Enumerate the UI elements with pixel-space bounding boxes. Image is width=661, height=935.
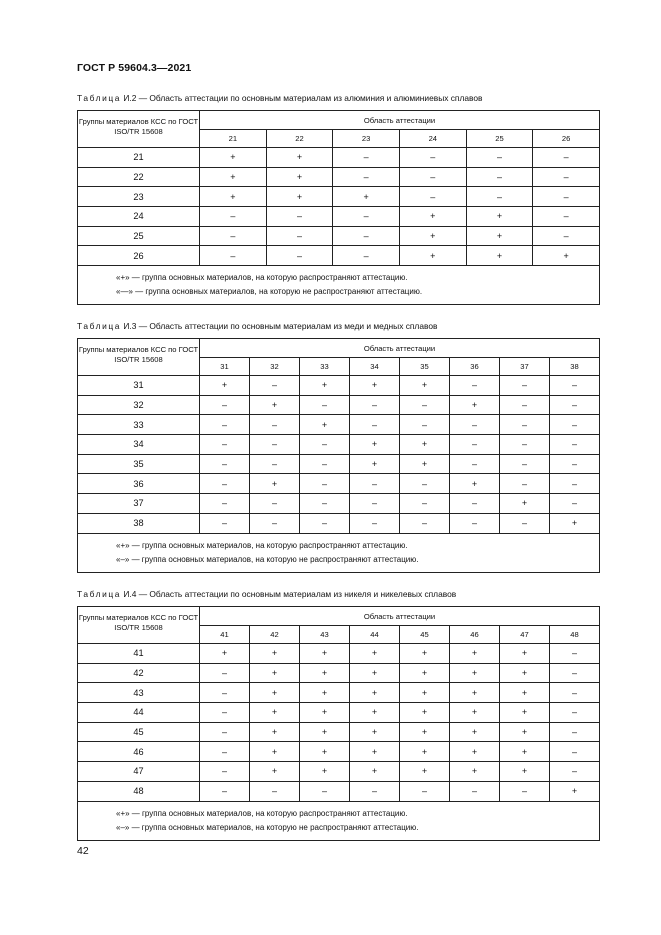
row-label: 32 — [78, 395, 200, 415]
table-cell: – — [200, 226, 267, 246]
table-cell: – — [200, 474, 250, 494]
row-label: 46 — [78, 742, 200, 762]
table-cell: – — [200, 454, 250, 474]
row-label: 43 — [78, 683, 200, 703]
table-cell: + — [250, 663, 300, 683]
table-cell: – — [533, 207, 600, 227]
table-cell: – — [250, 513, 300, 533]
table-cell: + — [500, 762, 550, 782]
column-header: 31 — [200, 358, 250, 376]
row-label: 33 — [78, 415, 200, 435]
table-cell: – — [500, 435, 550, 455]
table-cell: – — [200, 722, 250, 742]
row-label: 41 — [78, 644, 200, 664]
table-cell: – — [400, 415, 450, 435]
row-label: 48 — [78, 781, 200, 801]
table-cell: – — [350, 395, 400, 415]
column-header: 35 — [400, 358, 450, 376]
table-cell: + — [200, 167, 267, 187]
table-notes — [78, 801, 600, 840]
column-header: 22 — [266, 130, 333, 148]
document-title: ГОСТ Р 59604.3—2021 — [77, 62, 192, 74]
table-row — [78, 415, 600, 435]
table-cell: – — [550, 415, 600, 435]
table-cell: + — [250, 703, 300, 723]
table-cell: – — [399, 187, 466, 207]
table-cell: – — [466, 167, 533, 187]
table-cell: – — [500, 454, 550, 474]
table-cell: + — [400, 703, 450, 723]
table-cell: – — [300, 513, 350, 533]
table-cell: – — [400, 781, 450, 801]
table-cell: – — [200, 207, 267, 227]
table-caption-label: Таблица — [77, 589, 122, 599]
table-cell: + — [400, 742, 450, 762]
table-cell: + — [400, 762, 450, 782]
table-cell: + — [300, 376, 350, 396]
row-label: 26 — [78, 246, 200, 266]
table-cell: + — [400, 683, 450, 703]
table-cell: + — [399, 207, 466, 227]
table-cell: + — [300, 722, 350, 742]
table-row — [78, 167, 600, 187]
area-header: Область аттестации — [200, 339, 600, 358]
table-cell: + — [250, 762, 300, 782]
table-cell: + — [450, 703, 500, 723]
table-caption-i3 — [77, 321, 437, 331]
table-cell: + — [400, 722, 450, 742]
column-header: 37 — [500, 358, 550, 376]
table-caption-text: И.2 — Область аттестации по основным материалам из алюминия и алюминиевых сплавов — [121, 93, 483, 103]
table-cell: + — [450, 644, 500, 664]
table-row — [78, 762, 600, 782]
column-header: 46 — [450, 626, 500, 644]
table-cell: – — [450, 435, 500, 455]
table-cell: + — [399, 226, 466, 246]
table-cell: + — [466, 246, 533, 266]
row-label: 37 — [78, 494, 200, 514]
table-cell: – — [250, 781, 300, 801]
table-cell: – — [200, 663, 250, 683]
area-header: Область аттестации — [200, 111, 600, 130]
table-cell: + — [250, 683, 300, 703]
table-cell: – — [250, 376, 300, 396]
table-cell: + — [500, 722, 550, 742]
table-cell: – — [500, 781, 550, 801]
table-cell: – — [500, 474, 550, 494]
column-header: 44 — [350, 626, 400, 644]
table-cell: + — [200, 376, 250, 396]
table-cell: + — [266, 148, 333, 168]
table-row — [78, 474, 600, 494]
column-header: 25 — [466, 130, 533, 148]
column-header: 43 — [300, 626, 350, 644]
table-cell: + — [500, 683, 550, 703]
table-cell: + — [450, 762, 500, 782]
table-cell: – — [350, 781, 400, 801]
table-cell: – — [466, 148, 533, 168]
column-header: 47 — [500, 626, 550, 644]
table-cell: + — [300, 762, 350, 782]
table-cell: + — [450, 474, 500, 494]
column-header: 45 — [400, 626, 450, 644]
column-header: 32 — [250, 358, 300, 376]
column-header: 24 — [399, 130, 466, 148]
table-cell: + — [200, 148, 267, 168]
note-line: «—» — группа основных материалов, на которую не распространяют аттестацию. — [116, 287, 423, 297]
table-cell: – — [550, 762, 600, 782]
note-line: «+» — группа основных материалов, на которую распространяют аттестацию. — [116, 540, 408, 550]
table-cell: + — [550, 513, 600, 533]
table-cell: – — [333, 246, 400, 266]
table-cell: + — [250, 742, 300, 762]
table-row — [78, 781, 600, 801]
table-cell: + — [350, 663, 400, 683]
table-cell: – — [450, 494, 500, 514]
table-cell: – — [500, 513, 550, 533]
table-cell: – — [400, 395, 450, 415]
table-caption-i4 — [77, 589, 456, 599]
table-cell: + — [300, 644, 350, 664]
table-cell: – — [450, 513, 500, 533]
table-cell: – — [550, 722, 600, 742]
table-cell: – — [550, 454, 600, 474]
table-i3 — [77, 338, 600, 573]
table-caption-label: Таблица — [77, 93, 122, 103]
table-cell: + — [550, 781, 600, 801]
row-label: 24 — [78, 207, 200, 227]
table-cell: – — [550, 474, 600, 494]
table-cell: + — [266, 187, 333, 207]
table-cell: – — [266, 207, 333, 227]
table-cell: – — [533, 148, 600, 168]
row-label: 44 — [78, 703, 200, 723]
row-label: 31 — [78, 376, 200, 396]
table-cell: – — [250, 415, 300, 435]
table-cell: – — [250, 435, 300, 455]
column-header: 21 — [200, 130, 267, 148]
area-header: Область аттестации — [200, 607, 600, 626]
table-cell: + — [300, 663, 350, 683]
table-cell: + — [333, 187, 400, 207]
table-cell: – — [300, 454, 350, 474]
row-label: 21 — [78, 148, 200, 168]
note-line: «–» — группа основных материалов, на которую не распространяют аттестацию. — [116, 822, 419, 832]
table-cell: – — [350, 415, 400, 435]
column-header: 36 — [450, 358, 500, 376]
table-caption-label: Таблица — [77, 321, 122, 331]
row-label: 47 — [78, 762, 200, 782]
table-row — [78, 376, 600, 396]
table-row — [78, 683, 600, 703]
table-cell: – — [550, 395, 600, 415]
table-cell: + — [533, 246, 600, 266]
table-row — [78, 148, 600, 168]
row-label: 45 — [78, 722, 200, 742]
table-cell: – — [266, 226, 333, 246]
table-cell: + — [350, 454, 400, 474]
table-cell: + — [350, 722, 400, 742]
table-cell: – — [350, 474, 400, 494]
table-cell: + — [399, 246, 466, 266]
table-cell: + — [450, 683, 500, 703]
table-row — [78, 644, 600, 664]
table-row — [78, 663, 600, 683]
table-cell: + — [400, 435, 450, 455]
table-cell: + — [450, 722, 500, 742]
row-label: 35 — [78, 454, 200, 474]
table-cell: – — [300, 395, 350, 415]
table-cell: + — [450, 663, 500, 683]
table-cell: + — [250, 395, 300, 415]
table-cell: – — [500, 376, 550, 396]
table-row — [78, 722, 600, 742]
table-cell: – — [200, 703, 250, 723]
table-cell: – — [550, 376, 600, 396]
table-cell: – — [200, 415, 250, 435]
table-row — [78, 703, 600, 723]
column-header: 34 — [350, 358, 400, 376]
table-cell: + — [350, 376, 400, 396]
table-cell: + — [450, 742, 500, 762]
table-cell: + — [300, 683, 350, 703]
note-line: «+» — группа основных материалов, на которую распространяют аттестацию. — [116, 808, 408, 818]
table-cell: – — [550, 435, 600, 455]
table-cell: + — [500, 494, 550, 514]
table-cell: + — [400, 663, 450, 683]
table-cell: – — [200, 513, 250, 533]
table-cell: + — [266, 167, 333, 187]
table-row — [78, 494, 600, 514]
table-notes — [78, 266, 600, 305]
table-cell: + — [200, 187, 267, 207]
table-cell: – — [350, 494, 400, 514]
table-cell: – — [300, 435, 350, 455]
table-cell: – — [333, 148, 400, 168]
table-cell: + — [400, 454, 450, 474]
column-header: 42 — [250, 626, 300, 644]
column-header: 33 — [300, 358, 350, 376]
table-cell: – — [350, 513, 400, 533]
table-cell: – — [550, 644, 600, 664]
table-cell: – — [450, 454, 500, 474]
table-cell: – — [200, 494, 250, 514]
row-label: 38 — [78, 513, 200, 533]
table-cell: – — [500, 415, 550, 435]
table-cell: + — [350, 644, 400, 664]
table-cell: + — [350, 762, 400, 782]
table-cell: + — [350, 435, 400, 455]
table-cell: + — [250, 474, 300, 494]
column-header: 23 — [333, 130, 400, 148]
table-row — [78, 742, 600, 762]
table-notes — [78, 533, 600, 572]
table-cell: – — [500, 395, 550, 415]
table-cell: + — [300, 703, 350, 723]
table-cell: – — [250, 454, 300, 474]
table-cell: – — [533, 226, 600, 246]
table-cell: – — [399, 148, 466, 168]
row-label: 36 — [78, 474, 200, 494]
table-cell: – — [450, 376, 500, 396]
group-header: Группы материалов КСС по ГОСТ ISO/TR 15608 — [78, 111, 200, 148]
table-cell: – — [200, 742, 250, 762]
table-cell: – — [333, 167, 400, 187]
column-header: 48 — [550, 626, 600, 644]
table-row — [78, 395, 600, 415]
table-i4 — [77, 606, 600, 841]
row-label: 22 — [78, 167, 200, 187]
table-cell: – — [450, 415, 500, 435]
table-row — [78, 207, 600, 227]
table-cell: – — [200, 683, 250, 703]
column-header: 26 — [533, 130, 600, 148]
table-row — [78, 435, 600, 455]
table-caption-text: И.4 — Область аттестации по основным материалам из никеля и никелевых сплавов — [121, 589, 457, 599]
table-cell: + — [350, 742, 400, 762]
table-row — [78, 513, 600, 533]
note-line: «–» — группа основных материалов, на которую не распространяют аттестацию. — [116, 554, 419, 564]
table-row — [78, 454, 600, 474]
page-number: 42 — [77, 845, 89, 857]
group-header: Группы материалов КСС по ГОСТ ISO/TR 15608 — [78, 607, 200, 644]
table-cell: – — [200, 246, 267, 266]
table-cell: – — [400, 494, 450, 514]
table-cell: – — [550, 494, 600, 514]
row-label: 23 — [78, 187, 200, 207]
table-cell: – — [400, 474, 450, 494]
row-label: 25 — [78, 226, 200, 246]
note-line: «+» — группа основных материалов, на которую распространяют аттестацию. — [116, 273, 408, 283]
table-cell: + — [200, 644, 250, 664]
table-cell: – — [550, 742, 600, 762]
table-cell: + — [300, 415, 350, 435]
table-cell: – — [399, 167, 466, 187]
table-cell: + — [400, 376, 450, 396]
table-cell: – — [200, 762, 250, 782]
table-cell: + — [500, 703, 550, 723]
table-row — [78, 226, 600, 246]
table-cell: + — [500, 644, 550, 664]
table-cell: – — [533, 187, 600, 207]
table-cell: – — [533, 167, 600, 187]
table-caption-i2 — [77, 93, 482, 103]
table-cell: – — [300, 494, 350, 514]
table-cell: – — [550, 683, 600, 703]
row-label: 42 — [78, 663, 200, 683]
table-i2 — [77, 110, 600, 305]
table-cell: – — [450, 781, 500, 801]
table-cell: – — [400, 513, 450, 533]
table-cell: + — [300, 742, 350, 762]
group-header: Группы материалов КСС по ГОСТ ISO/TR 15608 — [78, 339, 200, 376]
row-label: 34 — [78, 435, 200, 455]
table-cell: + — [466, 226, 533, 246]
table-cell: – — [550, 663, 600, 683]
table-cell: + — [250, 722, 300, 742]
table-cell: + — [250, 644, 300, 664]
table-cell: + — [400, 644, 450, 664]
table-cell: + — [500, 742, 550, 762]
column-header: 41 — [200, 626, 250, 644]
table-cell: – — [333, 207, 400, 227]
table-cell: – — [200, 395, 250, 415]
table-cell: – — [550, 703, 600, 723]
table-cell: – — [333, 226, 400, 246]
table-cell: + — [466, 207, 533, 227]
table-cell: – — [200, 435, 250, 455]
table-cell: – — [466, 187, 533, 207]
table-cell: + — [350, 703, 400, 723]
table-caption-text: И.3 — Область аттестации по основным материалам из меди и медных сплавов — [121, 321, 438, 331]
table-cell: + — [350, 683, 400, 703]
table-cell: + — [500, 663, 550, 683]
table-cell: – — [200, 781, 250, 801]
table-cell: – — [300, 474, 350, 494]
table-cell: – — [266, 246, 333, 266]
table-row — [78, 246, 600, 266]
table-cell: + — [450, 395, 500, 415]
table-row — [78, 187, 600, 207]
table-cell: – — [250, 494, 300, 514]
table-cell: – — [300, 781, 350, 801]
column-header: 38 — [550, 358, 600, 376]
